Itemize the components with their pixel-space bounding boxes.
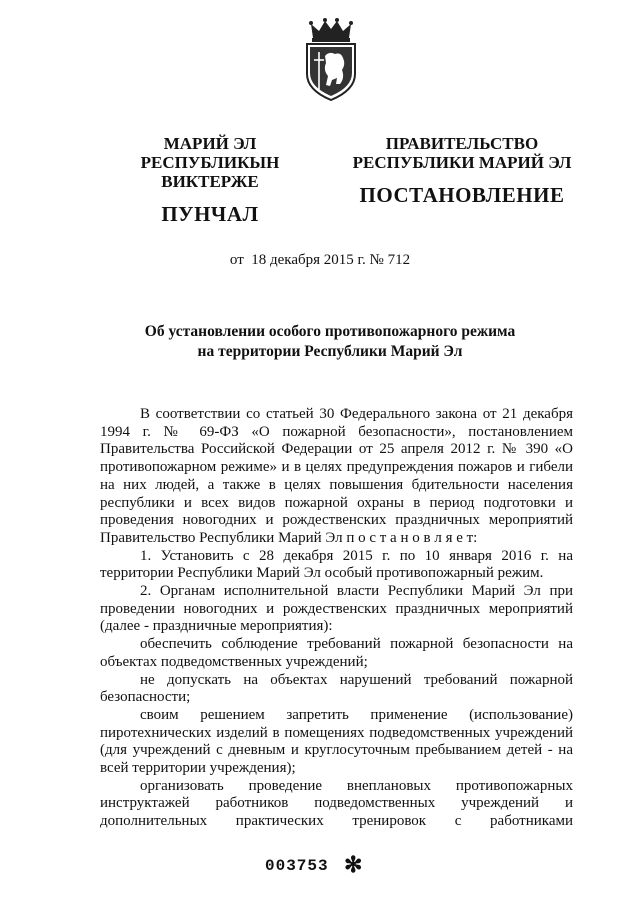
header-left-doc-type: ПУНЧАЛ: [161, 202, 259, 226]
header-right-doc-type: ПОСТАНОВЛЕНИЕ: [359, 183, 565, 207]
body-paragraph: своим решением запретить применение (использование) пиротехнических изделий в помещениях подведомственных учреждений (для учреждений с дневным и круглосуточным пребыванием детей - на всей территории учреждения);: [100, 706, 573, 777]
body-paragraph: 2. Органам исполнительной власти Республики Марий Эл при проведении новогодних и рождественских праздничных мероприятий (далее - праздничные мероприятия):: [100, 583, 573, 635]
body-paragraph: организовать проведение внеплановых противопожарных инструктажей работников подведомственных учреждений и дополнительных практических тренировок с работниками: [100, 777, 573, 830]
asterisk-mark: ✻: [344, 852, 363, 877]
body-paragraph: не допускать на объектах нарушений требований пожарной безопасности;: [100, 671, 573, 706]
title-line-2: на территории Республики Марий Эл: [197, 343, 463, 360]
header-left-line2: ВИКТЕРЖЕ: [161, 172, 259, 191]
form-serial-number: 003753: [265, 857, 329, 875]
title-line-1: Об установлении особого противопожарного режима: [144, 323, 516, 340]
document-date-number: от 18 декабря 2015 г. № 712: [229, 252, 411, 268]
body-paragraph: 1. Установить с 28 декабря 2015 г. по 10 января 2016 г. на территории Республики Марий Эл особый противопожарный режим.: [100, 547, 573, 582]
crown-icon: [309, 18, 353, 42]
body-paragraph: обеспечить соблюдение требований пожарной безопасности на объектах подведомственных учреждений;: [100, 636, 573, 670]
header-right-block: [352, 134, 572, 205]
body-paragraph: В соответствии со статьей 30 Федерального закона от 21 декабря 1994 г. № 69-ФЗ «О пожарной безопасности», постановлением Правительства Российской Федерации от 25 апреля 2012 г. № 390 «О противопожарном режиме» и в целях предупреждения пожаров и гибели на них людей, а также в целях повышения бдительности населения республики и всех видов пожарной охраны в период подготовки и проведения новогодних и рождественских праздничных мероприятий Правительство Республики Марий Эл п о с т а н о в л я е т:: [100, 406, 573, 546]
header-right-line2: РЕСПУБЛИКИ МАРИЙ ЭЛ: [352, 153, 572, 172]
header-left-block: [95, 134, 325, 224]
document-title: [100, 322, 560, 362]
coat-of-arms-emblem: [299, 18, 363, 102]
document-body: [100, 406, 573, 831]
header-right-line1: ПРАВИТЕЛЬСТВО: [385, 134, 539, 153]
header-left-line1: МАРИЙ ЭЛ РЕСПУБЛИКЫН: [140, 134, 280, 172]
